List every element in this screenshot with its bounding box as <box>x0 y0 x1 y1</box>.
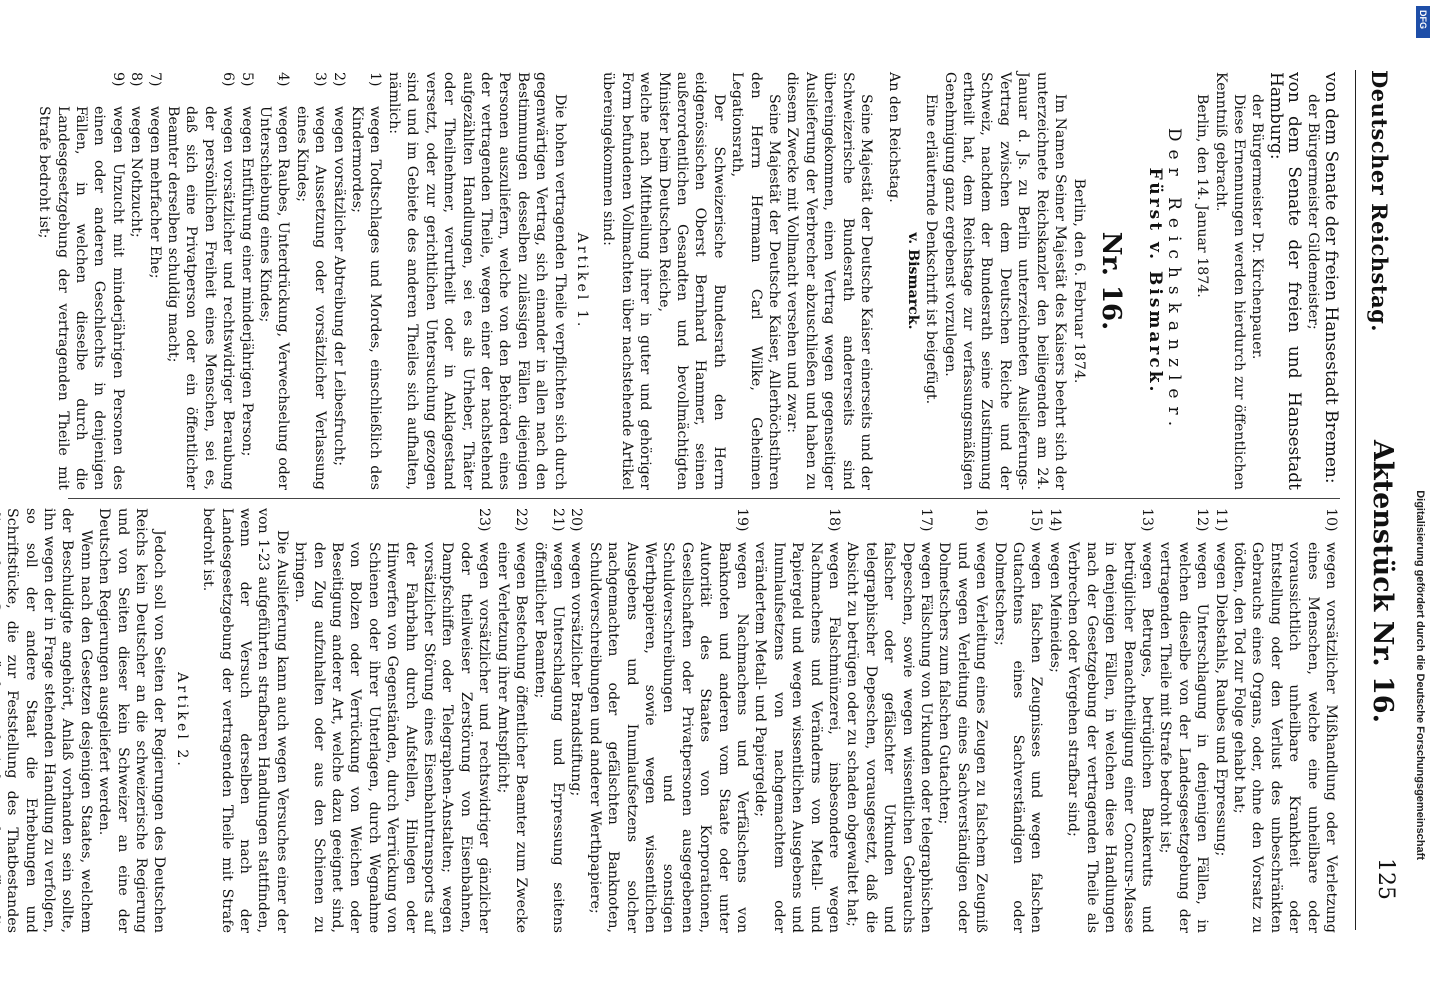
digitization-credit <box>1408 0 1432 1000</box>
article-paragraph: Jedoch soll von Seiten der Regierungen des Deutschen Reichs kein Deutscher an die schweizerische Regierung und von Seiten dieser kein Schweizer an eine der Deutschen Regierungen ausgeliefert werden. <box>96 508 168 933</box>
article-heading: Artikel 1. <box>573 232 590 330</box>
treaty-after: welche nach Mittheilung ihrer in guter und gehöriger Form befundenen Vollmachten über nachstehende Artikel übereingekommen sind: <box>600 72 654 490</box>
page-number: 125 <box>1373 858 1398 900</box>
item-number: 6) <box>220 72 237 87</box>
item-text: wegen Nachmachens und Verfälschens von Banknoten und anderen vom Staate oder unter Autorität des Staates von Korporationen, Gesellschaften oder Privatpersonen ausgegebenen Schuldverschreibungen und sonstigen Werthpapieren, sowie wegen wissentlichen Ausgebens und Inumlaufsetzens solcher nachgemachten oder gefälschten Banknoten, Schuldverschreibungen und anderer Werthpapiere; <box>586 542 750 933</box>
list-item <box>256 72 293 490</box>
item-number: 14) <box>1046 508 1063 532</box>
item-number: 19) <box>734 508 750 532</box>
short-signature: v. Bismarck. <box>904 232 921 330</box>
list-item <box>585 508 751 933</box>
document-number: Nr. 16. <box>1095 231 1126 331</box>
item-number: 11) <box>1212 508 1229 532</box>
item-number: 22) <box>513 508 530 532</box>
item-text: wegen falschen Zeugnisses und wegen falschen Gutachtens eines Sachverständigen oder Dolmetschers; <box>991 542 1045 933</box>
list-item <box>292 72 329 490</box>
offence-list <box>291 508 1340 933</box>
signature-name: Fürst v. Bismarck. <box>1145 167 1166 395</box>
article-paragraph: Wenn nach den Gesetzen desjenigen Staates, welchem der Beschuldigte angehört, Anlaß vorhanden sein sollte, ihn wegen der in Frage stehenden Handlung zu verfolgen, so soll der andere Staat die Erhebungen und Schriftstücke, die zur Feststellung des Thatbestandes <box>4 508 94 933</box>
plenipotentiary: Seine Majestät der Deutsche Kaiser, Allerhöchstihren den Herrn Hermann Carl Wilke, Geheimen Legationsrath, <box>729 72 783 490</box>
item-number: 13) <box>1138 508 1155 532</box>
senate-line: der Bürgermeister Dr. Kirchenpauer. <box>1249 94 1266 360</box>
item-text: wegen Unterschlagung in denjenigen Fällen, in welchen dieselbe von der Landesgesetzgebung der vertragenden Theile mit Strafe bedroht ist; <box>1157 542 1211 933</box>
list-item <box>935 508 990 933</box>
item-number: 10) <box>1323 508 1339 532</box>
note-line: Eine erläuternde Denkschrift ist beigefügt. <box>923 94 940 405</box>
item-text: wegen Bestechung öffentlicher Beamter zum Zwecke einer Verletzung ihrer Amtspflicht; <box>494 542 530 933</box>
list-item <box>843 508 935 933</box>
list-item <box>493 508 530 933</box>
right-column <box>0 508 1340 933</box>
item-text: wegen Unzucht mit minderjährigen Personen des einen oder anderen Geschlechts in denjenigen Fällen, in welchen dieselbe durch die Landesgesetzgebung der vertragenden Theile mit Strafe bedroht ist; <box>36 106 126 490</box>
senate-line: von dem Senate der freien und Hansestadt Hamburg: <box>1265 72 1305 490</box>
item-number: 2) <box>330 72 347 87</box>
plenipotentiary: Der Schweizerische Bundesrath den Herrn eidgenössischen Oberst Bernhard Hammer, seinen außerordentlichen Gesandten und bevollmächtigten Minister beim Deutschen Reiche, <box>655 72 727 490</box>
item-text: wegen Raubes, Unterdrückung, Verwechselung oder Unterschiebung eines Kindes; <box>257 106 292 490</box>
list-item <box>1046 508 1064 933</box>
list-item <box>1064 508 1156 933</box>
item-number: 17) <box>918 508 935 532</box>
list-item <box>990 508 1045 933</box>
senate-line: der Bürgermeister Gildemeister; <box>1304 94 1321 330</box>
item-text: wegen Falschmünzerei, insbesondere wegen Nachmachens und Veränderns von Metall- und Papiergeld und wegen wissentlichen Ausgebens und Inumlaufsetzens von nachgemachtem oder verändertem Metall- und Papiergelde; <box>752 542 843 933</box>
list-item <box>164 72 238 490</box>
item-number: 16) <box>973 508 990 532</box>
item-text: wegen Betruges, betrüglichen Bankerutts und betrüglicher Benachtheiligung einer Concurs-Masse in denjenigen Fällen, in welchen diese Handlungen nach der Gesetzgebung der vertragenden Theile als Verbrechen oder Vergehen strafbar sind; <box>1065 542 1155 933</box>
item-text: wegen Fälschung von Urkunden oder telegraphischen Depeschen, sowie wegen wissentlichen Gebrauchs falscher oder gefälschter Urkunden und telegraphischer Depeschen, vorausgesetzt, daß die Absicht zu betrügen oder zu schaden obgewaltet hat; <box>844 542 935 933</box>
senate-line: von dem Senate der freien Hansestadt Bremen: <box>1321 72 1341 484</box>
list-item <box>145 72 163 490</box>
item-number: 1) <box>367 72 384 87</box>
addressee: An den Reichstag. <box>886 72 903 203</box>
item-text: wegen vorsätzlicher und rechtswidriger Beraubung der persönlichen Freiheit eines Menschen, sei es, daß sich eine Privatperson oder ein öffentlicher Beamter derselben schuldig macht; <box>165 106 237 490</box>
item-text: wegen Entführung einer minderjährigen Person; <box>238 106 255 457</box>
list-item <box>751 508 843 933</box>
dfg-logo <box>1416 6 1430 38</box>
dfg-logo-text: DFG <box>1418 10 1428 29</box>
item-text: wegen Verleitung eines Zeugen zu falschem Zeugniß und wegen Verleitung eines Sachverständigen oder Dolmetschers zum falschen Gutachten; <box>936 542 990 933</box>
item-number: 23) <box>476 508 493 532</box>
list-item <box>291 508 493 933</box>
list-item <box>530 508 567 933</box>
item-text: wegen Unterschlagung und Erpressung seitens öffentlicher Beamten; <box>531 542 566 933</box>
list-item <box>1211 508 1229 933</box>
item-text: wegen Meineides; <box>1046 542 1063 673</box>
list-item <box>329 72 347 490</box>
offence-list <box>35 72 385 490</box>
item-text: wegen Nothzucht; <box>128 106 145 238</box>
item-number: 18) <box>826 508 843 532</box>
list-item <box>237 72 255 490</box>
item-number: 15) <box>1028 508 1045 532</box>
column-divider <box>68 498 1340 499</box>
senate-line: Diese Ernennungen werden hierdurch zur öffentlichen Kenntniß gebracht. <box>1212 72 1247 490</box>
signature-title: Der Reichskanzler. <box>1163 127 1184 435</box>
closing-paragraph: Die Auslieferung kann auch wegen Versuches einer der von 1-23 aufgeführten strafbaren Handlungen stattfinden, wenn der Versuch derselben nach der Landesgesetzgebung der vertragenden Theile mit Strafe bedroht ist. <box>200 508 290 933</box>
item-text: wegen vorsätzlicher Abtreibung der Leibesfrucht; <box>330 106 347 467</box>
header-left: Deutscher Reichstag. <box>1367 70 1392 333</box>
list-item <box>1156 508 1211 933</box>
item-number: 9) <box>109 72 126 87</box>
item-text: wegen Todtschlages und Mordes, einschließlich des Kindermordes; <box>349 106 384 490</box>
list-item <box>348 72 385 490</box>
item-text: wegen Aussetzung oder vorsätzlicher Verlassung eines Kindes; <box>293 106 329 490</box>
list-item <box>127 72 145 490</box>
item-number: 12) <box>1194 508 1211 532</box>
left-column <box>35 72 1340 490</box>
item-number: 20) <box>568 508 585 532</box>
item-number: 5) <box>238 72 255 87</box>
item-text: wegen Diebstahls, Raubes und Erpressung; <box>1212 542 1229 857</box>
item-number: 4) <box>275 72 292 87</box>
header-center: Aktenstück Nr. 16. <box>1367 440 1398 723</box>
intro-paragraph: Im Namen Seiner Majestät des Kaisers beehrt sich der unterzeichnete Reichskanzler den beiliegenden am 24. Januar d. Js. zu Berlin unterzeichneten Auslieferungs-Vertrag zwischen dem Deutschen Reiche und der Schweiz, nachdem der Bundesrath seine Zustimmung ertheilt hat, dem Reichstage zur verfassungsmäßigen Genehmigung ganz ergebenst vorzulegen. <box>941 72 1069 490</box>
article-heading: Artikel 2. <box>173 672 190 769</box>
treaty-intro: Seine Majestät der Deutsche Kaiser einerseits und der Schweizerische Bundesrath andererseits sind übereingekommen, einen Vertrag wegen gegenseitiger Auslieferung der Verbrecher abzuschließen und haben zu diesem Zwecke mit Vollmacht versehen und zwar: <box>784 72 875 490</box>
page-header <box>1364 0 1404 1000</box>
credit-text: Digitalisierung gefördert durch die Deutsche Forschungsgemeinschaft <box>1414 490 1426 860</box>
list-item <box>1230 508 1340 933</box>
item-number: 21) <box>549 508 566 532</box>
date-line: Berlin, den 14. Januar 1874. <box>1194 94 1211 298</box>
item-number: 8) <box>128 72 145 87</box>
item-text: wegen mehrfacher Ehe; <box>146 106 163 279</box>
item-text: wegen vorsätzlicher Brandstiftung; <box>568 542 585 797</box>
list-item <box>35 72 127 490</box>
date-line: Berlin, den 6. Februar 1874. <box>1070 178 1087 384</box>
item-text: wegen vorsätzlicher und rechtswidriger gänzlicher oder theilweiser Zerstörung von Eisenbahnen, Dampfschiffen oder Telegraphen-Anstalten; wegen vorsätzlicher Störung eines Eisenbahntransports auf der Fahrbahn durch Aufstellen, Hinlegen oder Hinwerfen von Gegenständen, durch Verrückung von Schienen oder ihrer Unterlagen, durch Wegnahme von Bolzen oder Verrückung von Weichen oder Beseitigung anderer Art, welche dazu geeignet sind, den Zug aufzuhalten oder aus den Schienen zu bringen. <box>292 542 493 933</box>
article-text: Die hohen vertragenden Theile verpflichten sich durch gegenwärtigen Vertrag, sich einander in allen nach den Bestimmungen desselben zulässigen Fällen diejenigen Personen auszuliefern, welche von den Behörden eines der vertragenden Theile, wegen einer der nachstehend aufgezählten Handlungen, sei es als Urheber, Thäter oder Theilnehmer, verurtheilt oder in Anklagestand versetzt, oder zur gerichtlichen Untersuchung gezogen sind und im Gebiete des anderen Theiles sich aufhalten, nämlich: <box>385 72 568 490</box>
item-number: 3) <box>312 72 329 87</box>
item-number: 7) <box>146 72 163 87</box>
header-rule <box>1355 70 1356 930</box>
item-text: wegen vorsätzlicher Mißhandlung oder Verletzung eines Menschen, welche eine unheilbare oder voraussichtlich unheilbare Krankheit oder Entstellung oder den Verlust des unbeschränkten Gebrauchs eines Organs, oder, ohne den Vorsatz zu tödten, den Tod zur Folge gehabt hat; <box>1230 542 1339 933</box>
list-item <box>567 508 585 933</box>
